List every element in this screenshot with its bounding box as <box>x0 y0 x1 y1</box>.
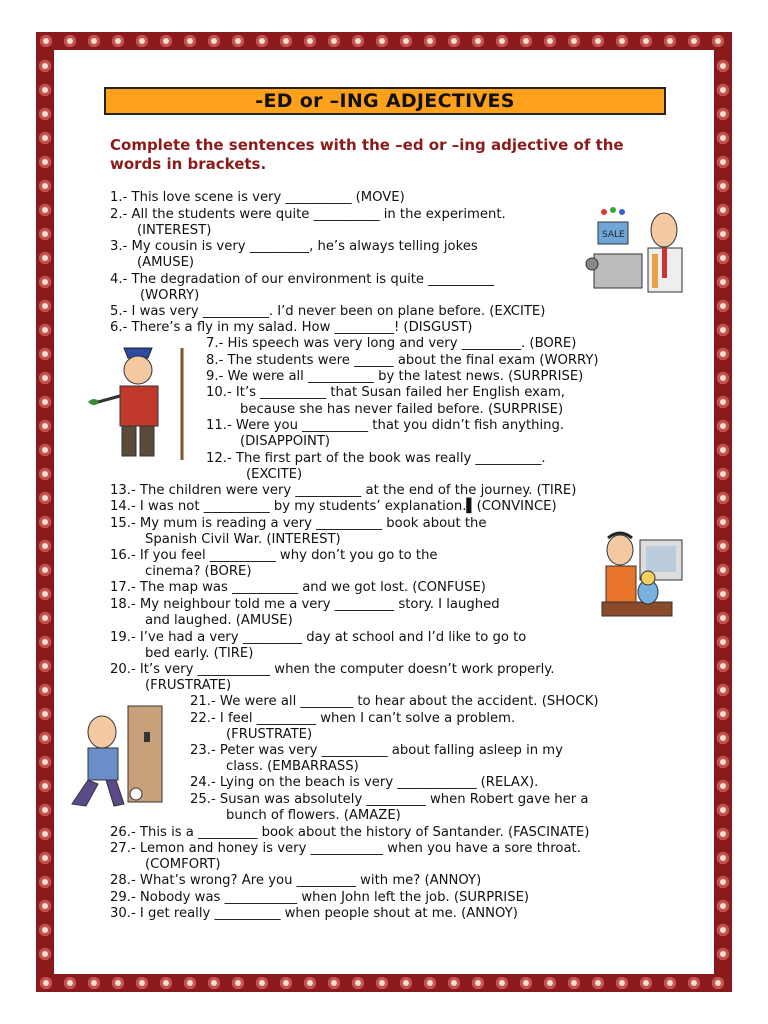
border-ornament <box>424 35 436 47</box>
border-ornament <box>232 35 244 47</box>
sentence-line: 3.- My cousin is very _________, he’s always telling jokes <box>110 239 478 254</box>
border-ornament <box>39 156 51 168</box>
border-ornament <box>496 35 508 47</box>
sentence-line: (AMUSE) <box>137 255 195 270</box>
sentence-line: 20.- It’s very ___________ when the computer doesn’t work properly. <box>110 662 555 677</box>
border-ornament <box>112 35 124 47</box>
sentence-line: 19.- I’ve had a very _________ day at school and I’d like to go to <box>110 630 527 645</box>
border-ornament <box>112 977 124 989</box>
border-ornament <box>717 684 729 696</box>
border-ornament <box>717 372 729 384</box>
border-ornament <box>717 108 729 120</box>
border-ornament <box>688 35 700 47</box>
border-ornament <box>136 35 148 47</box>
border-ornament <box>39 684 51 696</box>
border-ornament <box>160 977 172 989</box>
border-ornament <box>39 636 51 648</box>
border-ornament <box>592 977 604 989</box>
border-ornament <box>39 420 51 432</box>
border-ornament <box>88 977 100 989</box>
border-ornament <box>520 977 532 989</box>
border-ornament <box>717 468 729 480</box>
sentence-line: (WORRY) <box>140 288 200 303</box>
border-ornament <box>39 60 51 72</box>
border-ornament <box>39 396 51 408</box>
sentence-line: 2.- All the students were quite __________ in the experiment. <box>110 207 506 222</box>
border-ornament <box>64 35 76 47</box>
border-ornament <box>328 977 340 989</box>
border-ornament <box>39 876 51 888</box>
sentence-line: (COMFORT) <box>145 857 221 872</box>
border-ornament <box>640 977 652 989</box>
border-ornament <box>717 492 729 504</box>
border-ornament <box>717 612 729 624</box>
sentence-line: 27.- Lemon and honey is very ___________ when you have a sore throat. <box>110 841 581 856</box>
border-ornament <box>39 660 51 672</box>
border-ornament <box>448 35 460 47</box>
sentence-line: (DISAPPOINT) <box>240 434 331 449</box>
border-ornament <box>232 977 244 989</box>
border-ornament <box>616 977 628 989</box>
border-ornament <box>717 60 729 72</box>
sentence-line: (EXCITE) <box>246 467 303 482</box>
border-ornament <box>717 708 729 720</box>
sentence-line: 14.- I was not __________ by my students’ explanation.▌(CONVINCE) <box>110 499 557 514</box>
border-ornament <box>717 156 729 168</box>
title-text: -ED or –ING ADJECTIVES <box>255 90 515 112</box>
border-ornament <box>717 900 729 912</box>
sentence-line: (INTEREST) <box>137 223 212 238</box>
border-ornament <box>280 977 292 989</box>
border-ornament <box>712 977 724 989</box>
border-ornament <box>39 900 51 912</box>
border-ornament <box>39 132 51 144</box>
border-ornament <box>39 276 51 288</box>
border-ornament <box>717 396 729 408</box>
border-ornament <box>717 348 729 360</box>
border-ornament <box>717 948 729 960</box>
sentence-line: 4.- The degradation of our environment is quite __________ <box>110 272 495 287</box>
border-ornament <box>664 35 676 47</box>
border-ornament <box>39 564 51 576</box>
border-ornament <box>352 977 364 989</box>
border-ornament <box>717 756 729 768</box>
border-ornament <box>717 516 729 528</box>
sentence-line: 17.- The map was __________ and we got lost. (CONFUSE) <box>110 580 486 595</box>
border-ornament <box>136 977 148 989</box>
border-ornament <box>39 852 51 864</box>
sentence-line: bed early. (TIRE) <box>145 646 254 661</box>
sentence-line: 1.- This love scene is very __________ (MOVE) <box>110 190 405 205</box>
sentence-line: 30.- I get really __________ when people shout at me. (ANNOY) <box>110 906 518 921</box>
sentence-line: 8.- The students were ______ about the final exam (WORRY) <box>206 353 599 368</box>
border-ornament <box>400 977 412 989</box>
border-ornament <box>717 300 729 312</box>
border-ornament <box>39 204 51 216</box>
sentence-line: 7.- His speech was very long and very _________. (BORE) <box>206 336 577 351</box>
border-ornament <box>717 252 729 264</box>
border-ornament <box>39 84 51 96</box>
border-ornament <box>208 35 220 47</box>
border-ornament <box>544 35 556 47</box>
sentence-line: 5.- I was very __________. I’d never been on plane before. (EXCITE) <box>110 304 546 319</box>
sentence-line: 10.- It’s __________ that Susan failed her English exam, <box>206 385 565 400</box>
border-ornament <box>39 372 51 384</box>
border-ornament <box>544 977 556 989</box>
sentence-line: 23.- Peter was very __________ about falling asleep in my <box>190 743 563 758</box>
border-ornament <box>39 588 51 600</box>
border-ornament <box>592 35 604 47</box>
border-ornament <box>39 108 51 120</box>
sentence-line: 16.- If you feel __________ why don’t you go to the <box>110 548 438 563</box>
border-ornament <box>717 828 729 840</box>
border-ornament <box>39 300 51 312</box>
border-ornament <box>39 804 51 816</box>
border-ornament <box>64 977 76 989</box>
border-ornament <box>280 35 292 47</box>
border-ornament <box>39 924 51 936</box>
border-ornament <box>664 977 676 989</box>
border-ornament <box>717 636 729 648</box>
border-ornament <box>717 228 729 240</box>
sentence-line: because she has never failed before. (SURPRISE) <box>240 402 564 417</box>
sentence-line: 26.- This is a _________ book about the history of Santander. (FASCINATE) <box>110 825 590 840</box>
border-ornament <box>712 35 724 47</box>
border-ornament <box>39 708 51 720</box>
border-ornament <box>256 977 268 989</box>
border-ornament <box>39 612 51 624</box>
border-ornament <box>39 348 51 360</box>
border-ornament <box>304 35 316 47</box>
border-ornament <box>39 756 51 768</box>
border-ornament <box>717 204 729 216</box>
sentence-line: 22.- I feel _________ when I can’t solve a problem. <box>190 711 516 726</box>
border-ornament <box>39 780 51 792</box>
border-ornament <box>717 276 729 288</box>
border-ornament <box>39 516 51 528</box>
border-ornament <box>717 660 729 672</box>
fisherman-illustration <box>78 340 190 464</box>
sentence-line: class. (EMBARRASS) <box>226 759 359 774</box>
sentence-line: 12.- The first part of the book was really __________. <box>206 451 546 466</box>
border-ornament <box>208 977 220 989</box>
border-ornament <box>717 84 729 96</box>
instructions: Complete the sentences with the –ed or –ing adjective of the words in brackets. <box>110 136 624 173</box>
border-ornament <box>39 252 51 264</box>
border-ornament <box>424 977 436 989</box>
cashier-illustration <box>584 194 694 300</box>
border-ornament <box>39 468 51 480</box>
border-ornament <box>256 35 268 47</box>
border-ornament <box>688 977 700 989</box>
sentence-line: 29.- Nobody was ___________ when John left the job. (SURPRISE) <box>110 890 530 905</box>
border-ornament <box>39 948 51 960</box>
border-ornament <box>184 35 196 47</box>
border-ornament <box>160 35 172 47</box>
border-ornament <box>400 35 412 47</box>
worksheet-title <box>104 87 666 115</box>
sentence-line: 28.- What’s wrong? Are you _________ with me? (ANNOY) <box>110 873 482 888</box>
border-ornament <box>472 977 484 989</box>
border-ornament <box>717 420 729 432</box>
border-ornament <box>40 977 52 989</box>
border-ornament <box>520 35 532 47</box>
sentence-line: 6.- There’s a fly in my salad. How _________! (DISGUST) <box>110 320 473 335</box>
sentence-line: bunch of flowers. (AMAZE) <box>226 808 401 823</box>
border-ornament <box>88 35 100 47</box>
sentence-line: (FRUSTRATE) <box>145 678 232 693</box>
border-ornament <box>39 324 51 336</box>
border-ornament <box>39 540 51 552</box>
border-ornament <box>717 588 729 600</box>
border-ornament <box>717 540 729 552</box>
border-ornament <box>717 780 729 792</box>
sentence-line: 9.- We were all __________ by the latest news. (SURPRISE) <box>206 369 584 384</box>
border-ornament <box>717 924 729 936</box>
sentence-line: 18.- My neighbour told me a very _________ story. I laughed <box>110 597 500 612</box>
sentence-line: and laughed. (AMUSE) <box>145 613 293 628</box>
border-ornament <box>616 35 628 47</box>
border-ornament <box>717 876 729 888</box>
border-ornament <box>717 804 729 816</box>
border-ornament <box>39 180 51 192</box>
border-ornament <box>472 35 484 47</box>
border-ornament <box>376 977 388 989</box>
border-ornament <box>496 977 508 989</box>
border-ornament <box>568 35 580 47</box>
border-ornament <box>717 324 729 336</box>
border-ornament <box>717 444 729 456</box>
border-ornament <box>448 977 460 989</box>
sentence-line: 24.- Lying on the beach is very ____________ (RELAX). <box>190 775 539 790</box>
border-ornament <box>717 564 729 576</box>
sentence-line: 15.- My mum is reading a very __________ book about the <box>110 516 487 531</box>
border-ornament <box>40 35 52 47</box>
sentence-line: 11.- Were you __________ that you didn’t fish anything. <box>206 418 565 433</box>
border-ornament <box>39 444 51 456</box>
border-ornament <box>717 732 729 744</box>
border-ornament <box>39 828 51 840</box>
frustrated-man-illustration <box>62 702 176 810</box>
sentence-line: (FRUSTRATE) <box>226 727 313 742</box>
border-ornament <box>352 35 364 47</box>
sentence-line: Spanish Civil War. (INTEREST) <box>145 532 341 547</box>
border-ornament <box>376 35 388 47</box>
sentence-line: 13.- The children were very __________ at the end of the journey. (TIRE) <box>110 483 577 498</box>
border-ornament <box>640 35 652 47</box>
sentence-line: 25.- Susan was absolutely _________ when Robert gave her a <box>190 792 589 807</box>
sentence-line: cinema? (BORE) <box>145 564 252 579</box>
border-ornament <box>717 132 729 144</box>
border-ornament <box>568 977 580 989</box>
border-ornament <box>328 35 340 47</box>
sale-sign-text: SALE <box>602 230 625 240</box>
computer-user-illustration <box>596 520 692 638</box>
border-ornament <box>717 180 729 192</box>
border-ornament <box>39 732 51 744</box>
border-ornament <box>184 977 196 989</box>
border-ornament <box>39 492 51 504</box>
sentence-line: 21.- We were all ________ to hear about the accident. (SHOCK) <box>190 694 599 709</box>
border-ornament <box>717 852 729 864</box>
border-ornament <box>304 977 316 989</box>
border-ornament <box>39 228 51 240</box>
